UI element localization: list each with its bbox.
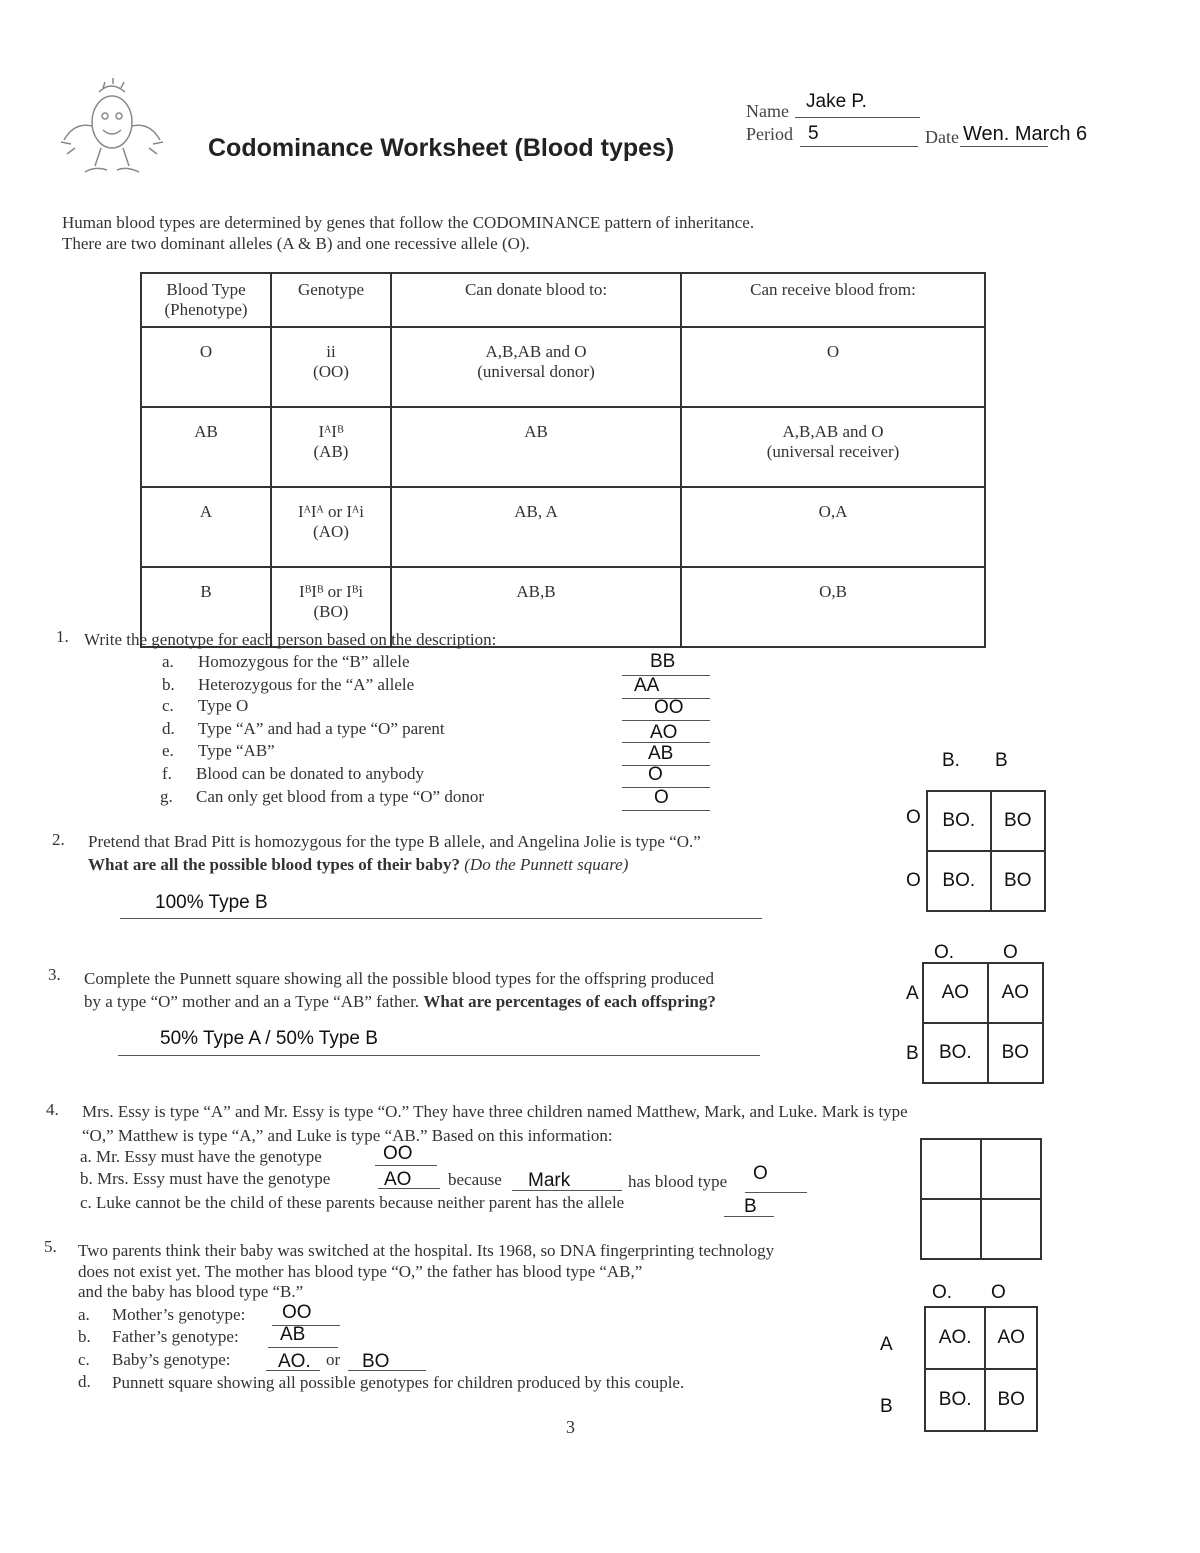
- answer-line: [724, 1216, 774, 1217]
- q1-answer-e[interactable]: AB: [648, 743, 674, 764]
- punnett-q2-side-1: O: [906, 807, 921, 828]
- q1-answer-a[interactable]: BB: [650, 651, 676, 672]
- punnett-cell[interactable]: BO.: [925, 1369, 985, 1431]
- q2-line-2: [88, 855, 628, 875]
- answer-line: [512, 1190, 622, 1191]
- answer-line: [375, 1165, 437, 1166]
- q1-prompt: Write the genotype for each person based on the description:: [84, 630, 497, 649]
- q3-number: 3.: [48, 965, 61, 984]
- q5-c-text: Baby’s genotype:: [112, 1350, 231, 1369]
- punnett-cell[interactable]: [921, 1199, 981, 1259]
- genotype-symbol: IᴬIᴬ or Iᴬi: [298, 502, 364, 521]
- cell-receive: [681, 327, 985, 407]
- q4-b-type[interactable]: O: [753, 1163, 768, 1184]
- q1-text-b: Heterozygous for the “A” allele: [198, 675, 415, 694]
- punnett-cell[interactable]: AO: [988, 963, 1043, 1023]
- date-underline: [960, 146, 1048, 147]
- intro-line-2: There are two dominant alleles (A & B) and one recessive allele (O).: [62, 234, 530, 253]
- punnett-q2-top-1: B.: [942, 750, 960, 771]
- period-value[interactable]: 5: [808, 123, 819, 144]
- q1-letter-c: c.: [162, 696, 174, 715]
- punnett-q2-side-2: O: [906, 870, 921, 891]
- q4-number: 4.: [46, 1100, 59, 1119]
- q5-a-letter: a.: [78, 1305, 90, 1324]
- q1-text-a: Homozygous for the “B” allele: [198, 652, 410, 671]
- answer-line: [268, 1347, 338, 1348]
- punnett-q5-side-2: B: [880, 1396, 893, 1417]
- cell-genotype: [271, 407, 391, 487]
- q1-letter-b: b.: [162, 675, 175, 694]
- q5-c-answer-2[interactable]: BO: [362, 1351, 390, 1372]
- name-value[interactable]: Jake P.: [806, 91, 867, 112]
- punnett-cell[interactable]: AO: [923, 963, 988, 1023]
- q1-answer-b[interactable]: AA: [634, 675, 660, 696]
- punnett-q3-side-2: B: [906, 1043, 919, 1064]
- q1-letter-g: g.: [160, 787, 173, 806]
- genotype-letters: (AO): [313, 522, 349, 541]
- cell-receive: [681, 487, 985, 567]
- table-header-row: [141, 273, 985, 327]
- period-label: Period: [746, 124, 793, 144]
- q1-text-e: Type “AB”: [198, 741, 275, 760]
- punnett-cell[interactable]: [921, 1139, 981, 1199]
- cell-genotype: [271, 487, 391, 567]
- q1-text-g: Can only get blood from a type “O” donor: [196, 787, 484, 806]
- q5-line-3: and the baby has blood type “B.”: [78, 1282, 304, 1301]
- punnett-q5-side-1: A: [880, 1334, 893, 1355]
- q1-number: 1.: [56, 627, 69, 646]
- answer-line: [266, 1370, 320, 1371]
- q2-line-1: Pretend that Brad Pitt is homozygous for the type B allele, and Angelina Jolie is type “O.”: [88, 832, 701, 851]
- q4-line-2: “O,” Matthew is type “A,” and Luke is type “AB.” Based on this information:: [82, 1126, 613, 1145]
- table-row: [141, 327, 985, 407]
- q5-a-text: Mother’s genotype:: [112, 1305, 246, 1324]
- answer-line: [348, 1370, 426, 1371]
- q4-b-name[interactable]: Mark: [528, 1170, 571, 1191]
- q5-b-letter: b.: [78, 1327, 91, 1346]
- punnett-square-q4-empty: [920, 1138, 1042, 1260]
- punnett-square-q2: [926, 790, 1046, 912]
- genotype-letters: (OO): [313, 362, 349, 381]
- header-can-receive: Can receive blood from:: [681, 273, 985, 327]
- cartoon-mascot-icon: [55, 78, 167, 184]
- donate-text: AB: [524, 422, 548, 441]
- q4-b-answer[interactable]: AO: [384, 1169, 412, 1190]
- q4-c-answer[interactable]: B: [744, 1196, 757, 1217]
- q5-d-letter: d.: [78, 1372, 91, 1391]
- q1-answer-g[interactable]: O: [654, 787, 669, 808]
- cell-donate: [391, 327, 681, 407]
- answer-line: [118, 1055, 760, 1056]
- donate-text: AB,B: [516, 582, 556, 601]
- donate-text: AB, A: [514, 502, 558, 521]
- receive-text: A,B,AB and O: [782, 422, 884, 441]
- answer-line: [622, 720, 710, 721]
- q5-number: 5.: [44, 1237, 57, 1256]
- punnett-cell[interactable]: BO.: [923, 1023, 988, 1083]
- date-label: Date: [925, 127, 959, 147]
- cell-donate: [391, 487, 681, 567]
- punnett-cell[interactable]: AO: [985, 1307, 1037, 1369]
- q3-line-2: [84, 992, 716, 1012]
- cell-type: AB: [141, 407, 271, 487]
- q1-answer-c[interactable]: OO: [654, 697, 684, 718]
- q4-line-1: Mrs. Essy is type “A” and Mr. Essy is type “O.” They have three children named Matthew, Mark, and Luke. Mark is type: [82, 1102, 908, 1121]
- genotype-letters: (AB): [313, 442, 349, 461]
- q5-line-2: does not exist yet. The mother has blood type “O,” the father has blood type “AB,”: [78, 1262, 643, 1281]
- answer-line: [622, 810, 710, 811]
- q1-text-f: Blood can be donated to anybody: [196, 764, 425, 783]
- q1-text-d: Type “A” and had a type “O” parent: [198, 719, 445, 738]
- punnett-cell[interactable]: BO.: [927, 791, 991, 851]
- q1-answer-d[interactable]: AO: [650, 722, 678, 743]
- punnett-cell[interactable]: AO.: [925, 1307, 985, 1369]
- q1-answer-f[interactable]: O: [648, 764, 663, 785]
- q1-letter-f: f.: [162, 764, 172, 783]
- q4-a-text: a. Mr. Essy must have the genotype: [80, 1147, 322, 1166]
- q1-letter-a: a.: [162, 652, 174, 671]
- q4-c-text: c. Luke cannot be the child of these parents because neither parent has the allele: [80, 1193, 625, 1212]
- page-number: 3: [566, 1417, 575, 1437]
- q4-b-has: has blood type: [628, 1172, 728, 1191]
- answer-line: [745, 1192, 807, 1193]
- genotype-letters: (BO): [313, 602, 349, 621]
- q5-line-1: Two parents think their baby was switched at the hospital. Its 1968, so DNA fingerprinting technology: [78, 1241, 775, 1260]
- q2-question: What are all the possible blood types of their baby?: [88, 855, 460, 874]
- q3-line-2-text: by a type “O” mother and an a Type “AB” father.: [84, 992, 420, 1011]
- punnett-square-q3: [922, 962, 1044, 1084]
- q5-a-answer[interactable]: OO: [282, 1302, 312, 1323]
- period-underline: [800, 146, 918, 147]
- date-value[interactable]: Wen. March 6: [963, 123, 1088, 145]
- q2-number: 2.: [52, 830, 65, 849]
- punnett-q2-top-2: B: [995, 750, 1008, 771]
- genotype-symbol: ii: [326, 342, 336, 361]
- q1-letter-e: e.: [162, 741, 174, 760]
- table-row: [141, 487, 985, 567]
- answer-line: [622, 765, 710, 766]
- header-blood-type: Blood Type (Phenotype): [141, 273, 271, 327]
- cell-type: B: [141, 567, 271, 647]
- donate-text: A,B,AB and O: [485, 342, 587, 361]
- genotype-symbol: IᴬIᴮ: [318, 422, 344, 441]
- cell-genotype: [271, 327, 391, 407]
- punnett-q5-top-1: O.: [932, 1282, 953, 1303]
- header-can-donate: Can donate blood to:: [391, 273, 681, 327]
- q4-a-answer[interactable]: OO: [383, 1143, 413, 1164]
- q5-b-text: Father’s genotype:: [112, 1327, 239, 1346]
- punnett-cell[interactable]: BO: [985, 1369, 1037, 1431]
- genotype-symbol: IᴮIᴮ or Iᴮi: [298, 582, 364, 601]
- q1-text-c: Type O: [198, 696, 249, 715]
- answer-line: [378, 1188, 440, 1189]
- q2-answer[interactable]: 100% Type B: [155, 892, 268, 913]
- punnett-cell[interactable]: BO: [991, 851, 1045, 911]
- punnett-q5-top-2: O: [991, 1282, 1006, 1303]
- q5-c-or: or: [326, 1350, 341, 1369]
- punnett-cell[interactable]: [981, 1199, 1041, 1259]
- punnett-cell[interactable]: BO.: [927, 851, 991, 911]
- q5-d-text: Punnett square showing all possible genotypes for children produced by this couple.: [112, 1373, 685, 1392]
- cell-donate: [391, 407, 681, 487]
- punnett-q3-side-1: A: [906, 983, 919, 1004]
- q3-line-1: Complete the Punnett square showing all the possible blood types for the offspring produced: [84, 969, 714, 988]
- table-row: [141, 407, 985, 487]
- receive-text: O: [826, 342, 840, 361]
- cell-receive: [681, 407, 985, 487]
- q5-c-answer-1[interactable]: AO.: [278, 1351, 311, 1372]
- receive-note: (universal receiver): [766, 442, 900, 461]
- q4-b-because: because: [448, 1170, 502, 1189]
- punnett-cell[interactable]: [981, 1139, 1041, 1199]
- header-genotype: Genotype: [271, 273, 391, 327]
- q2-instruction: (Do the Punnett square): [464, 855, 629, 874]
- q4-b-text: b. Mrs. Essy must have the genotype: [80, 1169, 331, 1188]
- q3-question: What are percentages of each offspring?: [423, 992, 716, 1011]
- q1-letter-d: d.: [162, 719, 175, 738]
- donate-note: (universal donor): [477, 362, 595, 381]
- intro-line-1: Human blood types are determined by genes that follow the CODOMINANCE pattern of inheritance.: [62, 213, 755, 232]
- q5-b-answer[interactable]: AB: [280, 1324, 306, 1345]
- receive-text: O,A: [818, 502, 848, 521]
- punnett-cell[interactable]: BO: [991, 791, 1045, 851]
- cell-type: A: [141, 487, 271, 567]
- name-underline: [795, 117, 920, 118]
- receive-text: O,B: [819, 582, 847, 601]
- punnett-q3-top-2: O: [1003, 942, 1018, 963]
- cell-receive: [681, 567, 985, 647]
- name-label: Name: [746, 101, 789, 121]
- punnett-q3-top-1: O.: [934, 942, 955, 963]
- blood-type-table: [140, 272, 986, 648]
- q5-c-letter: c.: [78, 1350, 90, 1369]
- punnett-square-q5: [924, 1306, 1038, 1432]
- cell-type: O: [141, 327, 271, 407]
- page-title: Codominance Worksheet (Blood types): [208, 134, 675, 162]
- q3-answer[interactable]: 50% Type A / 50% Type B: [160, 1028, 378, 1049]
- answer-line: [120, 918, 762, 919]
- punnett-cell[interactable]: BO: [988, 1023, 1043, 1083]
